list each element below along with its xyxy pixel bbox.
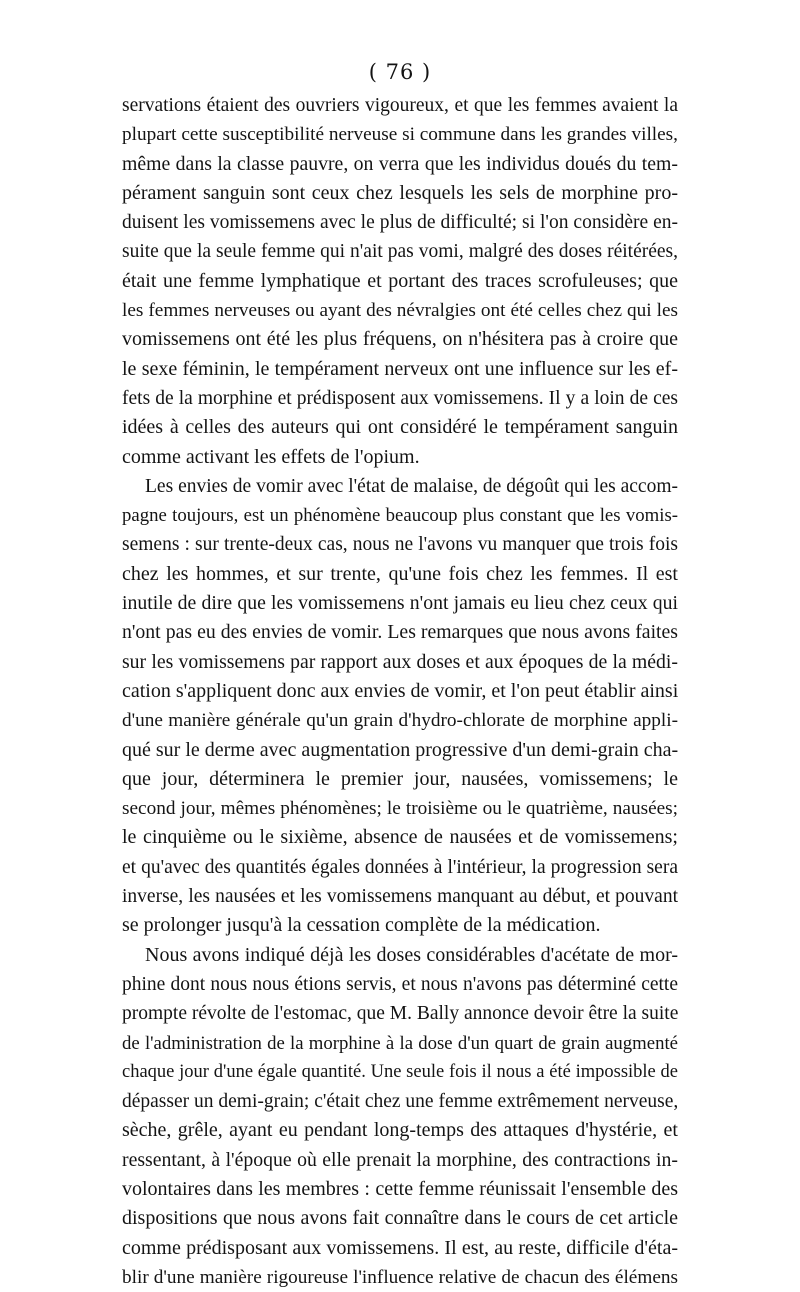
text-line: d'une manière générale qu'un grain d'hydro-chlorate de morphine appli- [122, 710, 678, 732]
text-line: ressentant, à l'époque où elle prenait la morphine, des contractions in- [122, 1148, 678, 1171]
text-line: Nous avons indiqué déjà les doses considérables d'acétate de mor- [145, 943, 678, 966]
text-line: que jour, déterminera le premier jour, nausées, vomissemens; le [122, 767, 678, 790]
text-line: de l'administration de la morphine à la dose d'un quart de grain augmenté [122, 1032, 678, 1054]
text-line: fets de la morphine et prédisposent aux vomissemens. Il y a loin de ces [122, 387, 678, 409]
text-line: duisent les vomissemens avec le plus de difficulté; si l'on considère en- [122, 212, 678, 234]
text-line: comme prédisposant aux vomissemens. Il est, au reste, difficile d'éta- [122, 1236, 678, 1259]
text-line: prompte révolte de l'estomac, que M. Bally annonce devoir être la suite [122, 1003, 679, 1025]
text-line: sèche, grêle, ayant eu pendant long-temps des attaques d'hystérie, et [122, 1119, 678, 1142]
text-line: qué sur le derme avec augmentation progressive d'un demi-grain cha- [122, 738, 679, 761]
text-line: était une femme lymphatique et portant des traces scrofuleuses; que [122, 269, 678, 292]
text-line: plupart cette susceptibilité nerveuse si commune dans les grandes villes, [122, 124, 678, 146]
text-line: phine dont nous nous étions servis, et nous n'avons pas déterminé cette [122, 973, 678, 995]
text-line: vomissemens ont été les plus fréquens, on n'hésitera pas à croire que [122, 328, 678, 351]
text-line: semens : sur trente-deux cas, nous ne l'avons vu manquer que trois fois [122, 534, 678, 556]
text-line: les femmes nerveuses ou ayant des névralgies ont été celles chez qui les [122, 300, 678, 322]
text-line: second jour, mêmes phénomènes; le troisième ou le quatrième, nausées; [122, 798, 678, 820]
text-line: pagne toujours, est un phénomène beaucoup plus constant que les vomis- [122, 505, 678, 527]
text-line: Les envies de vomir avec l'état de malaise, de dégoût qui les accom- [145, 475, 678, 497]
text-line: dispositions que nous avons fait connaître dans le cours de cet article [122, 1207, 678, 1230]
text-line: chez les hommes, et sur trente, qu'une fois chez les femmes. Il est [122, 562, 678, 585]
text-line: idées à celles des auteurs qui ont considéré le tempérament sanguin [122, 416, 678, 439]
text-line: volontaires dans les membres : cette femme réunissait l'ensemble des [122, 1177, 678, 1200]
body-text [122, 91, 678, 1292]
text-line: cation s'appliquent donc aux envies de vomir, et l'on peut établir ainsi [122, 679, 679, 702]
page-number: ( 76 ) [368, 60, 432, 84]
text-line: suite que la seule femme qui n'ait pas vomi, malgré des doses réitérées, [122, 241, 678, 263]
text-line: comme activant les effets de l'opium. [122, 445, 420, 468]
text-line: dépasser un demi-grain; c'était chez une femme extrêmement nerveuse, [122, 1091, 679, 1113]
text-line: blir d'une manière rigoureuse l'influence relative de chacun des élémens [122, 1266, 678, 1288]
text-line: se prolonger jusqu'à la cessation complète de la médication. [122, 914, 601, 937]
text-line: servations étaient des ouvriers vigoureux, et que les femmes avaient la [122, 95, 678, 116]
text-line: le sexe féminin, le tempérament nerveux ont une influence sur les ef- [122, 357, 678, 380]
text-line: inutile de dire que les vomissemens n'ont jamais eu lieu chez ceux qui [122, 592, 678, 615]
text-line: chaque jour d'une égale quantité. Une seule fois il nous a été impossible de [122, 1061, 678, 1082]
text-line: inverse, les nausées et les vomissemens manquant au début, et pouvant [122, 886, 678, 908]
text-line: et qu'avec des quantités égales données à l'intérieur, la progression sera [122, 856, 678, 878]
text-line: sur les vomissemens par rapport aux doses et aux époques de la médi- [122, 650, 678, 673]
text-line: le cinquième ou le sixième, absence de nausées et de vomissemens; [122, 826, 678, 849]
text-line: pérament sanguin sont ceux chez lesquels les sels de morphine pro- [122, 181, 678, 204]
text-line: même dans la classe pauvre, on verra que les individus doués du tem- [122, 152, 678, 175]
text-line: n'ont pas eu des envies de vomir. Les remarques que nous avons faites [122, 621, 678, 644]
